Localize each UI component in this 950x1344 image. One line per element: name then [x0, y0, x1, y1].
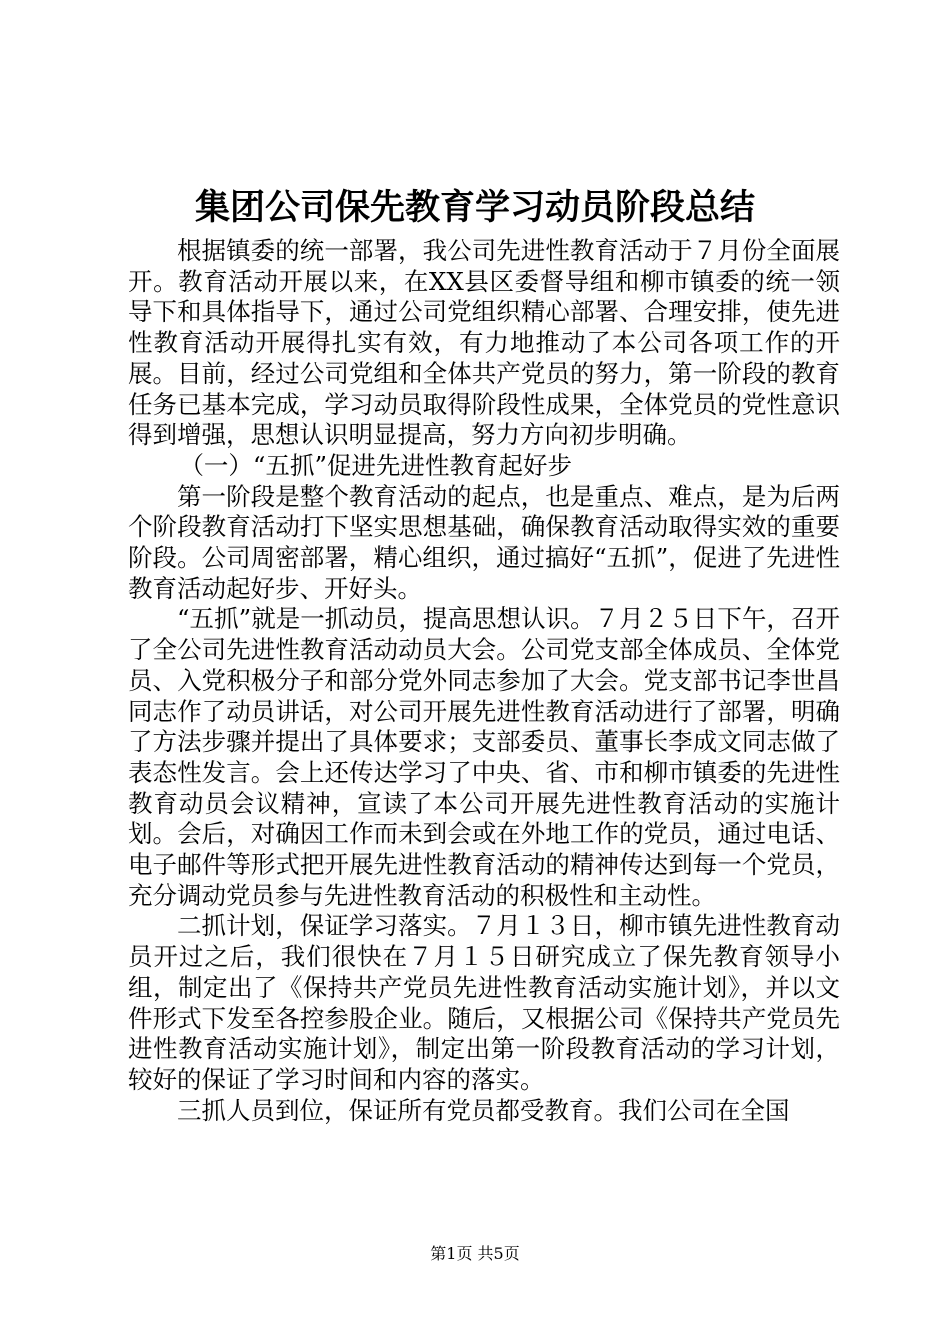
document-title: 集团公司保先教育学习动员阶段总结	[194, 188, 755, 228]
paragraph-stage-one: 第一阶段是整个教育活动的起点，也是重点、难点，是为后两个阶段教育活动打下坚实思想基础，确保教育活动取得实效的重要阶段。公司周密部署，精心组织，通过搞好“五抓”，促进了先进性教育活动起好步、开好头。	[128, 481, 840, 603]
paragraph-intro: 根据镇委的统一部署，我公司先进性教育活动于７月份全面展开。教育活动开展以来，在XX县区委督导组和柳市镇委的统一领导下和具体指导下，通过公司党组织精心部署、合理安排，使先进性教育活动开展得扎实有效，有力地推动了本公司各项工作的开展。目前，经过公司党组和全体共产党员的努力，第一阶段的教育任务已基本完成，学习动员取得阶段性成果，全体党员的党性意识得到增强，思想认识明显提高，努力方向初步明确。	[128, 236, 840, 450]
document-body	[128, 236, 840, 1126]
page-number-footer: 第1页 共5页	[430, 1244, 520, 1263]
paragraph-mobilization: “五抓”就是一抓动员，提高思想认识。７月２５日下午，召开了全公司先进性教育活动动员大会。公司党支部全体成员、全体党员、入党积极分子和部分党外同志参加了大会。党支部书记李世昌同志作了动员讲话，对公司开展先进性教育活动进行了部署，明确了方法步骤并提出了具体要求；支部委员、董事长李成文同志做了表态性发言。会上还传达学习了中央、省、市和柳市镇委的先进性教育动员会议精神，宣读了本公司开展先进性教育活动的实施计划。会后，对确因工作而未到会或在外地工作的党员，通过电话、电子邮件等形式把开展先进性教育活动的精神传达到每一个党员，充分调动党员参与先进性教育活动的积极性和主动性。	[128, 604, 840, 910]
paragraph-plan: 二抓计划，保证学习落实。７月１３日，柳市镇先进性教育动员开过之后，我们很快在７月１５日研究成立了保先教育领导小组，制定出了《保持共产党员先进性教育活动实施计划》，并以文件形式下发至各控参股企业。随后，又根据公司《保持共产党员先进性教育活动实施计划》，制定出第一阶段教育活动的学习计划，较好的保证了学习时间和内容的落实。	[128, 911, 840, 1094]
paragraph-personnel: 三抓人员到位，保证所有党员都受教育。我们公司在全国	[177, 1095, 790, 1125]
section-heading: （一）“五抓”促进先进性教育起好步	[179, 450, 572, 480]
